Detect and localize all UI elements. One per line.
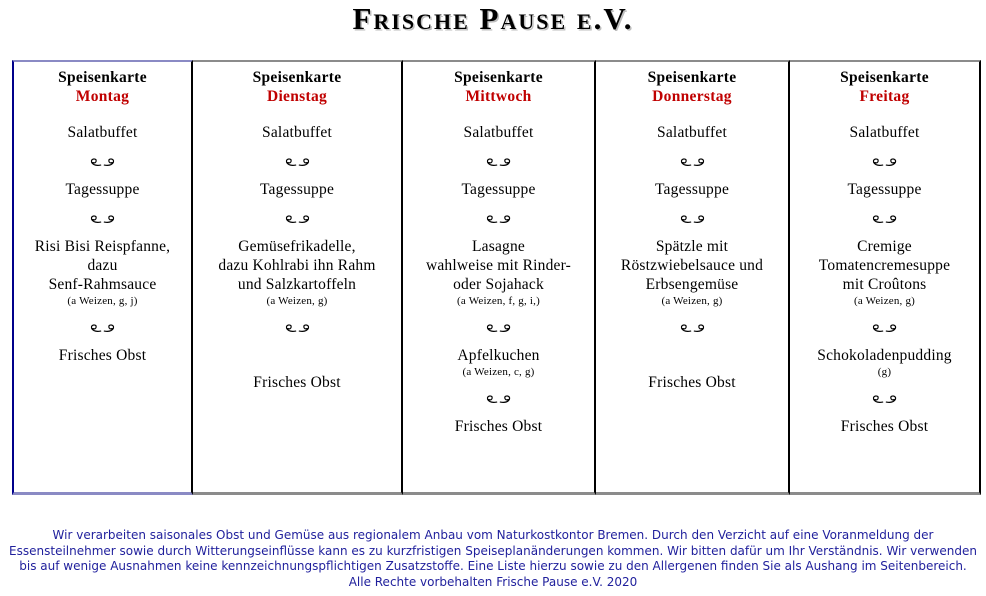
menu-item-line: Tagessuppe [847, 181, 922, 198]
menu-rows [193, 123, 401, 392]
day-name: Donnerstag [652, 88, 732, 105]
page-title: Frische Pause e.V. [352, 1, 634, 36]
footer [0, 528, 986, 590]
footer-line: bis auf wenige Ausnahmen keine kennzeichnungspflichtigen Zusatzstoffe. Eine Liste hierzu sowie zu den Allergenen finden Sie als Aushang im Seitenbereich. [19, 559, 967, 573]
divider-ornament-icon [790, 210, 979, 227]
menu-column-freitag [790, 60, 981, 495]
menu-column-montag [12, 60, 193, 495]
menu-item-line: dazu Kohlrabi ihn Rahm [218, 257, 376, 274]
allergen-note: (a Weizen, c, g) [462, 366, 535, 378]
divider-ornament-icon [193, 210, 401, 227]
menu-item [20, 180, 185, 199]
menu-item [409, 417, 588, 436]
allergen-note: (g) [877, 366, 892, 378]
menu-item-line: Tagessuppe [654, 181, 730, 198]
menu-item-line: Lasagne [471, 238, 526, 255]
allergen-note: (a Weizen, f, g, i,) [457, 295, 540, 307]
menu-item-line: Salatbuffet [262, 124, 332, 141]
menu-item-line: Salatbuffet [657, 124, 727, 141]
menu-item [602, 123, 782, 142]
menu-item-line: Salatbuffet [463, 124, 534, 141]
menu-item-line: Schokoladenpudding [817, 347, 952, 364]
menu-item [199, 373, 395, 392]
menu-item [602, 237, 782, 308]
menu-item-line: Tagessuppe [259, 181, 335, 198]
day-name: Dienstag [266, 88, 328, 105]
divider-ornament-icon [790, 319, 979, 336]
menu-rows [14, 123, 191, 365]
menu-item [602, 180, 782, 199]
footer-line: Alle Rechte vorbehalten Frische Pause e.V. 2020 [348, 574, 638, 589]
menu-item [199, 123, 395, 142]
card-header: Speisenkarte [840, 69, 929, 86]
menu-item-line: Tomatencremesuppe [818, 257, 951, 274]
divider-ornament-icon [596, 319, 788, 336]
menu-item [20, 123, 185, 142]
divider-ornament-icon [14, 210, 191, 227]
menu-item [409, 237, 588, 308]
menu-item-line: Cremige [857, 238, 912, 255]
day-name: Mittwoch [465, 88, 532, 105]
menu-item [409, 180, 588, 199]
divider-ornament-icon [14, 319, 191, 336]
card-header: Speisenkarte [252, 69, 342, 86]
menu-item-line: Frisches Obst [58, 347, 147, 364]
menu-column-dienstag [193, 60, 403, 495]
menu-item [20, 237, 185, 308]
row-spacer [193, 336, 401, 363]
menu-item [796, 417, 973, 436]
menu-column-mittwoch [403, 60, 596, 495]
menu-table [12, 60, 981, 495]
menu-item-line: Salatbuffet [67, 124, 138, 141]
menu-item-line: Gemüsefrikadelle, [238, 238, 356, 255]
divider-ornament-icon [193, 153, 401, 170]
menu-item-line: mit Croûtons [842, 276, 927, 293]
divider-ornament-icon [596, 153, 788, 170]
allergen-note: (a Weizen, g) [853, 295, 916, 307]
menu-item-line: Tagessuppe [65, 181, 140, 198]
menu-item-line: Erbsengemüse [645, 276, 739, 293]
divider-ornament-icon [403, 210, 594, 227]
menu-item-line: oder Sojahack [453, 276, 544, 293]
divider-ornament-icon [403, 319, 594, 336]
divider-ornament-icon [14, 153, 191, 170]
divider-ornament-icon [790, 390, 979, 407]
card-header: Speisenkarte [454, 69, 543, 86]
menu-item [409, 346, 588, 379]
menu-item [796, 346, 973, 379]
menu-item-line: Frisches Obst [454, 418, 543, 435]
menu-item-line: Frisches Obst [253, 374, 341, 391]
menu-item-line: dazu [87, 257, 118, 274]
menu-item-line: wahlweise mit Rinder- [425, 257, 572, 274]
card-header: Speisenkarte [647, 69, 737, 86]
divider-ornament-icon [403, 390, 594, 407]
divider-ornament-icon [403, 153, 594, 170]
menu-item-line: Tagessuppe [461, 181, 536, 198]
menu-item-line: Frisches Obst [648, 374, 736, 391]
menu-item [796, 180, 973, 199]
menu-rows [596, 123, 788, 392]
divider-ornament-icon [596, 210, 788, 227]
menu-item-line: Senf-Rahmsauce [48, 276, 157, 293]
card-header: Speisenkarte [58, 69, 147, 86]
allergen-note: (a Weizen, g, j) [67, 295, 138, 307]
menu-rows [403, 123, 594, 436]
menu-column-donnerstag [596, 60, 790, 495]
menu-item [796, 123, 973, 142]
row-spacer [596, 336, 788, 363]
menu-item [199, 180, 395, 199]
menu-item-line: Salatbuffet [849, 124, 920, 141]
menu-item-line: Risi Bisi Reispfanne, [34, 238, 171, 255]
footer-line: Wir verarbeiten saisonales Obst und Gemüse aus regionalem Anbau vom Naturkostkontor Bremen. Durch den Verzicht auf eine Voranmeldung der [52, 528, 934, 542]
footer-line: Essensteilnehmer sowie durch Witterungseinflüsse kann es zu kurzfristigen Speiseplanänderungen kommen. Wir bitten dafür um Ihr Verständnis. Wir verwenden [9, 543, 977, 558]
menu-item-line: Frisches Obst [840, 418, 929, 435]
day-name: Montag [75, 88, 130, 105]
menu-item [20, 346, 185, 365]
divider-ornament-icon [790, 153, 979, 170]
menu-rows [790, 123, 979, 436]
menu-item-line: Spätzle mit [655, 238, 729, 255]
menu-item-line: und Salzkartoffeln [237, 276, 357, 293]
allergen-note: (a Weizen, g) [266, 295, 328, 307]
menu-item [602, 373, 782, 392]
menu-item [409, 123, 588, 142]
menu-item-line: Röstzwiebelsauce und [620, 257, 764, 274]
menu-item [199, 237, 395, 308]
divider-ornament-icon [193, 319, 401, 336]
menu-item-line: Apfelkuchen [457, 347, 540, 364]
menu-item [796, 237, 973, 308]
allergen-note: (a Weizen, g) [661, 295, 723, 307]
day-name: Freitag [859, 88, 910, 105]
